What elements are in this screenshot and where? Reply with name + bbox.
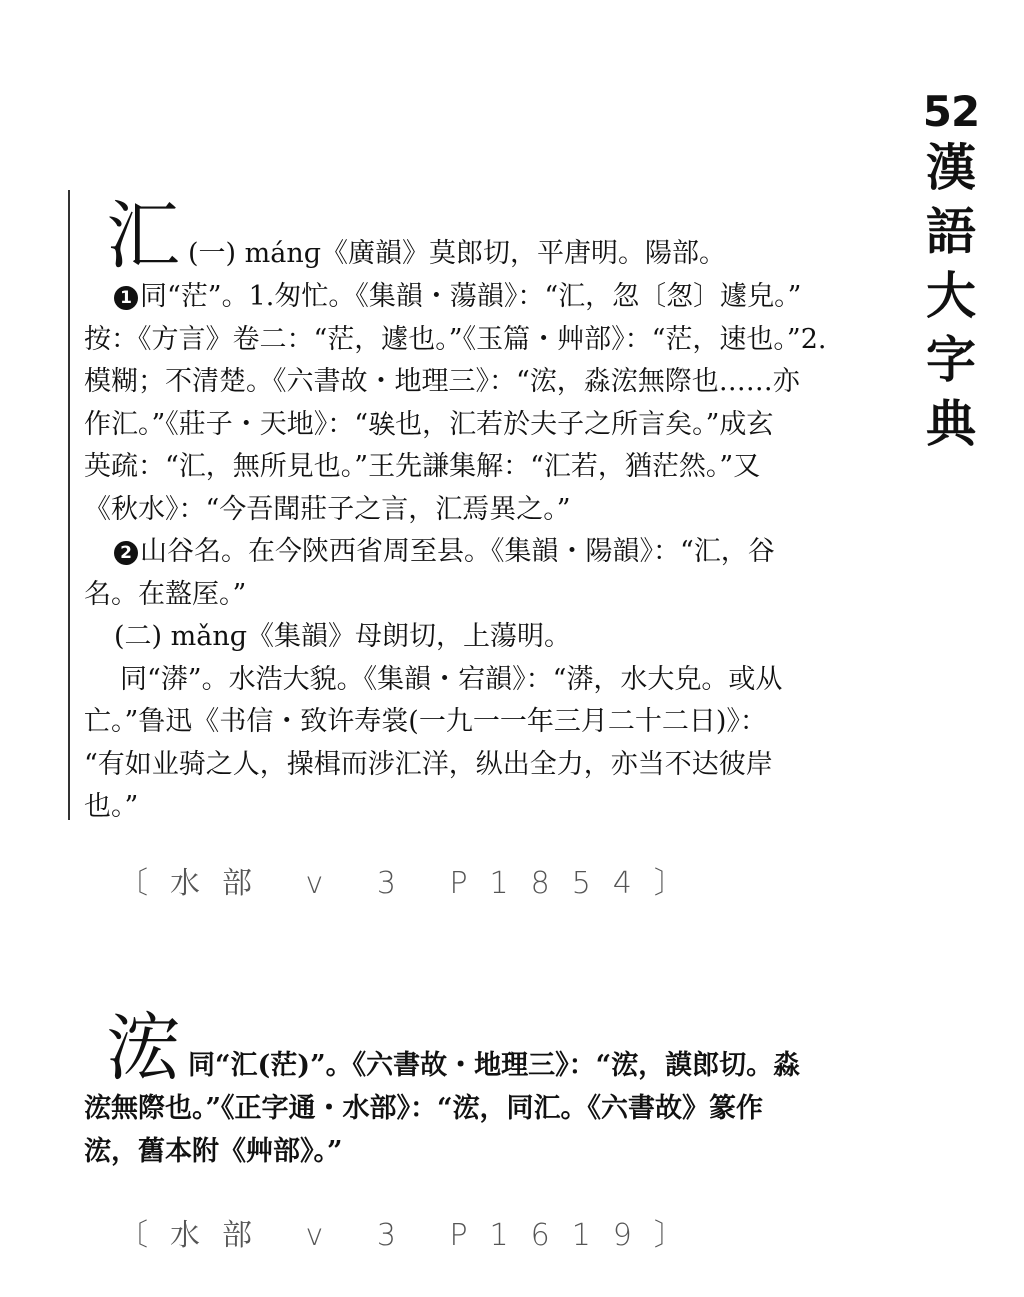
title-char: 典 bbox=[926, 395, 976, 453]
entry-mang bbox=[84, 193, 854, 829]
handwritten-reference: 〔水部 v 3 P1854〕 bbox=[118, 866, 706, 901]
definition-line bbox=[84, 531, 854, 574]
definition-line: 名。在盩厔。” bbox=[84, 578, 247, 610]
title-char: 漢 bbox=[926, 139, 976, 197]
page-number: 52 bbox=[922, 87, 980, 136]
entry-head bbox=[84, 193, 854, 279]
title-char: 大 bbox=[926, 267, 976, 325]
definition-line: 作汇。”《莊子・天地》：“𫘤也，汇若於夫子之所言矣。”成玄 bbox=[84, 408, 774, 440]
title-char: 字 bbox=[926, 331, 976, 389]
definition-line: 英疏：“汇，無所見也。”王先謙集解：“汇若，猶茫然。”又 bbox=[84, 451, 761, 482]
sense-number-badge: 2 bbox=[114, 541, 138, 565]
dictionary-title bbox=[918, 88, 984, 456]
margin-rule bbox=[68, 190, 70, 820]
definition-text: 山谷名。在今陝西省周至县。《集韻・陽韻》：“汇，谷 bbox=[140, 536, 775, 567]
entry-mang-variant bbox=[84, 1005, 854, 1173]
definition-line: 同“漭”。水浩大貌。《集韻・宕韻》：“漭，水大皃。或从 bbox=[120, 663, 783, 695]
definition-text: 同“茫”。1.匆忙。《集韻・蕩韻》：“汇，忽〔怱〕遽皃。” bbox=[140, 281, 802, 312]
definition-line: 亡。”鲁迅《书信・致许寿裳(一九一一年三月二十二日)》： bbox=[84, 706, 767, 737]
headword-char: 浤 bbox=[106, 1005, 180, 1091]
definition-line: 也。” bbox=[84, 791, 139, 822]
sub-entry-head: (二) mǎnɡ《集韻》母朗切，上蕩明。 bbox=[114, 621, 572, 652]
definition-line bbox=[84, 276, 854, 319]
definition-line: 按：《方言》卷二：“茫，遽也。”《玉篇・艸部》：“茫，速也。”2. bbox=[84, 323, 827, 355]
definition-line: 浤無際也。”《正字通・水部》：“浤，同汇。《六書故》篆作 bbox=[84, 1093, 764, 1124]
headword-definition: 同“汇(茫)”。《六書故・地理三》：“浤，謨郎切。淼 bbox=[188, 1050, 801, 1081]
title-char: 語 bbox=[926, 203, 976, 261]
headword-reading: (一) mánɡ《廣韻》莫郎切，平唐明。陽部。 bbox=[188, 238, 727, 269]
definition-line: “有如业骑之人，操楫而涉汇洋，纵出全力，亦当不达彼岸 bbox=[84, 748, 773, 780]
headword-char: 汇 bbox=[106, 193, 180, 279]
entry-head bbox=[84, 1005, 854, 1091]
handwritten-reference: 〔水部 v 3 P1619〕 bbox=[118, 1218, 706, 1253]
definition-line: 浤，舊本附《艸部》。” bbox=[84, 1135, 343, 1167]
definition-line: 《秋水》：“今吾聞莊子之言，汇焉異之。” bbox=[84, 493, 571, 525]
sense-number-badge: 1 bbox=[114, 286, 138, 310]
dictionary-name bbox=[918, 136, 984, 456]
definition-line: 模糊；不清楚。《六書故・地理三》：“浤，淼浤無際也……亦 bbox=[84, 366, 800, 397]
